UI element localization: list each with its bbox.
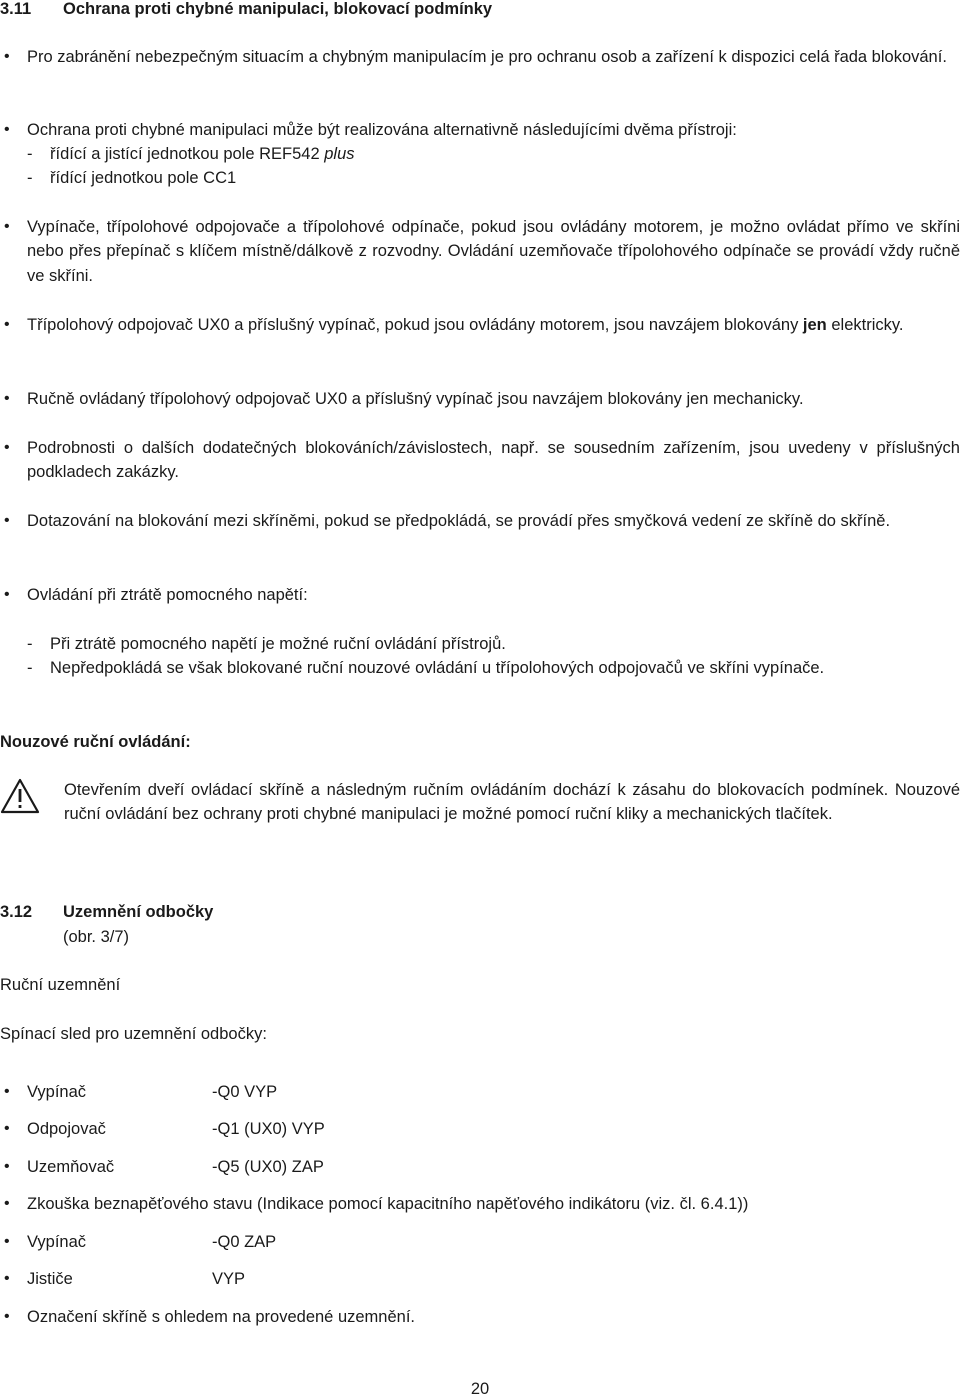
paragraph: Podrobnosti o dalších dodatečných blokováních/závislostech, např. se sousedním zařízením, jsou uvedeny v příslušných podkladech zakázky. [27,439,960,482]
paragraph: Dotazování na blokování mezi skříněmi, pokud se předpokládá, se provádí přes smyčková vedení ze skříně do skříně. [27,512,891,530]
figure-reference: (obr. 3/7) [63,928,130,946]
section-title: Ochrana proti chybné manipulaci, blokovací podmínky [63,0,493,18]
sequence-device: Uzemňovač [27,1158,115,1176]
paragraph: Ovládání při ztrátě pomocného napětí: [27,586,308,604]
bullet-icon: • [4,586,10,603]
bullet-icon: • [4,1083,10,1100]
bullet-icon: • [4,512,10,529]
sequence-device: Vypínač [27,1083,87,1101]
bullet-icon: • [4,1233,10,1250]
bullet-icon: • [4,439,10,456]
list-item: Nepředpokládá se však blokované ruční nouzové ovládání u třípolohových odpojovačů ve skříni vypínače. [50,659,825,677]
warning-icon [0,778,40,814]
section-number: 3.12 [0,903,33,921]
section-number: 3.11 [0,0,32,18]
bullet-icon: • [4,316,10,333]
list-item: řídící jednotkou pole CC1 [50,169,237,187]
bullet-icon: • [4,390,10,407]
paragraph: Ručně ovládaný třípolohový odpojovač UX0 a příslušný vypínač jsou navzájem blokovány jen mechanicky. [27,390,804,408]
sequence-device: Vypínač [27,1233,87,1251]
bullet-icon: • [4,121,10,138]
dash-icon: - [27,169,33,187]
bullet-icon: • [4,1158,10,1175]
bullet-icon: • [4,1195,10,1212]
paragraph: Vypínače, třípolohové odpojovače a třípolohové odpínače, pokud jsou ovládány motorem, je možno ovládat přímo ve skříni nebo přes přepínač s klíčem místně/dálkově z rozvodny. Ovládání uzemňovače třípolohového odpínače se provádí vždy ručně ve skříni. [27,218,960,285]
sequence-action: -Q0 VYP [212,1083,278,1101]
dash-icon: - [27,635,33,653]
dash-icon: - [27,145,33,163]
dash-icon: - [27,659,33,677]
page-number: 20 [470,1380,490,1398]
list-item: řídící a jistící jednotkou pole REF542 plus [50,145,355,163]
sequence-device: Jističe [27,1270,73,1288]
bullet-icon: • [4,1308,10,1325]
sequence-action: -Q1 (UX0) VYP [212,1120,325,1138]
sequence-action: VYP [212,1270,246,1288]
emergency-heading: Nouzové ruční ovládání: [0,733,191,751]
bullet-icon: • [4,1270,10,1287]
paragraph: Ochrana proti chybné manipulaci může být realizována alternativně následujícími dvěma přístroji: [27,121,737,139]
sequence-device: Zkouška beznapěťového stavu (Indikace pomocí kapacitního napěťového indikátoru (viz. čl. 6.4.1)) [27,1195,749,1213]
list-item: Při ztrátě pomocného napětí je možné ruční ovládání přístrojů. [50,635,506,653]
subheading: Ruční uzemnění [0,976,121,994]
emergency-text: Otevřením dveří ovládací skříně a následným ručním ovládáním dochází k zásahu do blokovacích podmínek. Nouzové ruční ovládání bez ochrany proti chybné manipulaci je možné pomocí ruční kliky a mechanických tlačítek. [64,781,960,824]
bullet-icon: • [4,218,10,235]
subheading: Spínací sled pro uzemnění odbočky: [0,1025,267,1043]
sequence-device: Označení skříně s ohledem na provedené uzemnění. [27,1308,415,1326]
sequence-action: -Q0 ZAP [212,1233,277,1251]
paragraph: Třípolohový odpojovač UX0 a příslušný vypínač, pokud jsou ovládány motorem, jsou navzájem blokovány jen elektricky. [27,316,904,334]
paragraph: Pro zabránění nebezpečným situacím a chybným manipulacím je pro ochranu osob a zařízení k dispozici celá řada blokování. [27,48,947,66]
sequence-device: Odpojovač [27,1120,106,1138]
sequence-action: -Q5 (UX0) ZAP [212,1158,324,1176]
bullet-icon: • [4,48,10,65]
bullet-icon: • [4,1120,10,1137]
section-title: Uzemnění odbočky [63,903,214,921]
